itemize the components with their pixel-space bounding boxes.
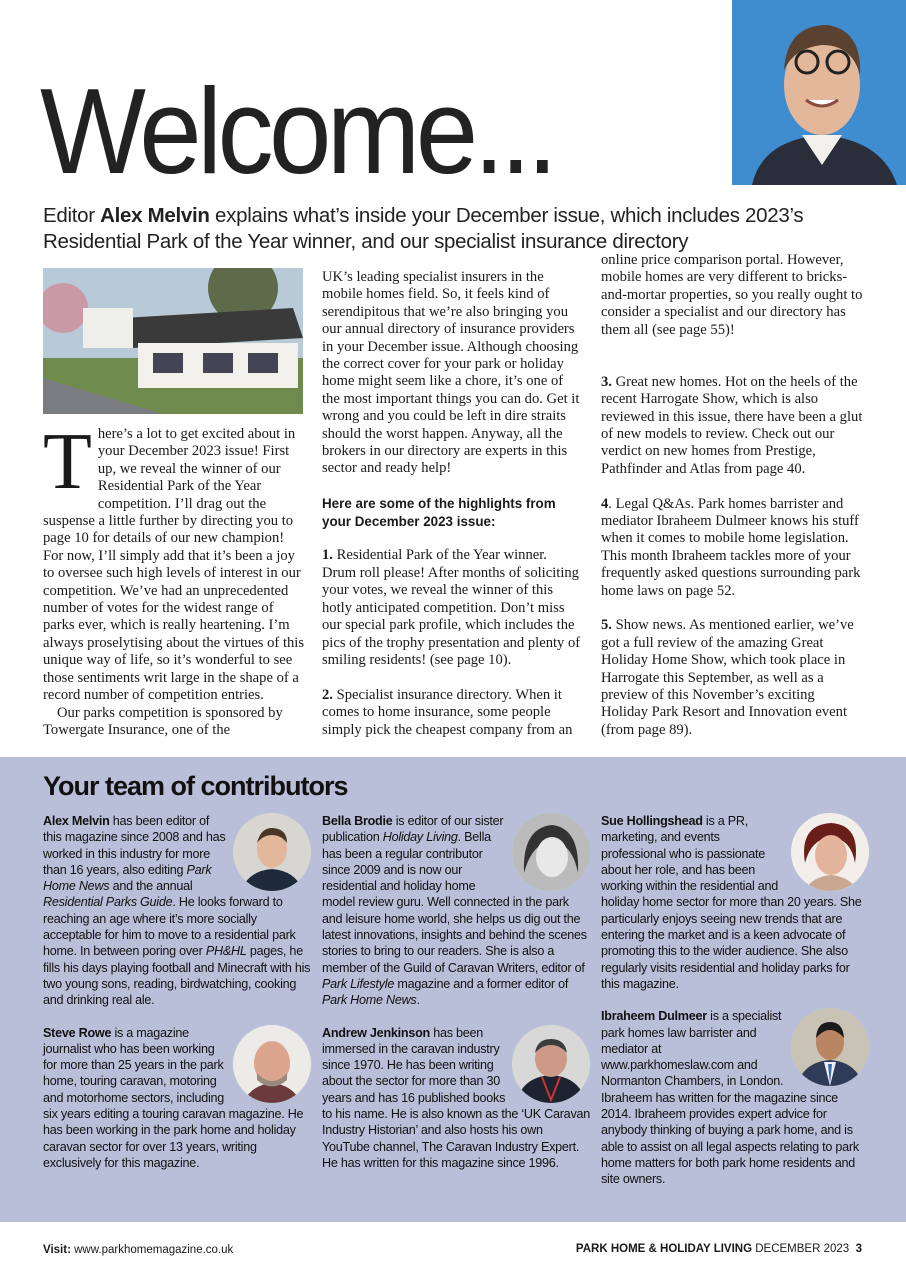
contributors-column-3: [601, 813, 869, 1204]
contributor-bio: [601, 1008, 869, 1187]
contributor-name: Andrew Jenkinson: [322, 1025, 430, 1040]
highlight-item: [601, 374, 863, 478]
contributor-bio-text: has been editor of this magazine since 2008 and has worked in this industry for more than 16 years, also editing: [43, 814, 226, 877]
visit-label: Visit:: [43, 1244, 71, 1256]
item-number: 2.: [322, 686, 333, 703]
contributor-bio: [43, 1025, 311, 1172]
article-paragraph: here’s a lot to get excited about in your December 2023 issue! First up, we reveal the winner of our Residential Park of the Year competition. I’ll drag out the suspense a little further by directing you to page 10 for details of our new champion! For now, I’ll simply add that it’s been a joy to oversee such high levels of interest in our competition. We’ve had an unprecedented number of votes for the widest range of parks ever, which is really heartening. I’m always proselytising about the virtues of this unique way of life, so it’s wonderful to see those sentiments writ large in the shape of a record number of competition entries.: [43, 426, 305, 704]
contributor-bio-text: magazine and a former editor of: [394, 976, 569, 991]
contributor-bio-text: Holiday Living: [382, 830, 458, 845]
highlight-item: [601, 617, 863, 739]
item-number: 3.: [601, 373, 612, 390]
contributor-name: Sue Hollingshead: [601, 814, 703, 828]
item-text: Show news. As mentioned earlier, we’ve got a full review of the amazing Great Holiday Home Show, which took place in Harrogate this September, as well as a preview of this November’s exciting Holiday Park Resort and Innovation event (from page 89).: [601, 617, 854, 738]
contributors-column-2: [322, 813, 590, 1187]
contributor-bio-text: Residential Parks Guide: [43, 895, 173, 910]
item-text: Great new homes. Hot on the heels of the recent Harrogate Show, which is also reviewed in this issue, there have been a glut of new models to review. Check out our verdict on new homes from Prestige, Pathfinder and Atlas from page 40.: [601, 373, 863, 477]
contributor-bio-text: is a magazine journalist who has been working for more than 25 years in the park home, touring caravan, motoring and motorhome sectors, including six years editing a touring caravan magazine. He has been working in the park home and holiday caravan sector for over 13 years, writing exclusively for this magazine.: [43, 1025, 304, 1170]
contributor-bio-text: is a PR, marketing, and events professional who is passionate about her role, and has been working within the residential and holiday home sector for more than 20 years. She particularly enjoys seeing new trends that are entering the market and is a keen advocate of promoting this to the wider audience. She also regularly visits residential and holiday parks for this magazine.: [601, 814, 862, 991]
contributor-avatar: [791, 813, 869, 891]
website-link[interactable]: www.parkhomemagazine.co.uk: [74, 1244, 234, 1256]
contributor-name: Steve Rowe: [43, 1025, 112, 1040]
highlight-item: [322, 547, 584, 669]
contributor-name: Alex Melvin: [43, 814, 110, 828]
contributor-avatar: [233, 1025, 311, 1103]
item-text: Residential Park of the Year winner. Drum roll please! After months of soliciting your votes, we reveal the winner of this hotly anticipated competition. Don’t miss our special park profile, which includes the pics of the trophy presentation and plenty of smiling residents! (see page 10).: [322, 547, 581, 668]
item-number: 1.: [322, 547, 333, 564]
contributor-bio-text: is editor of our sister publication: [322, 814, 504, 845]
highlights-heading: Here are some of the highlights from your December 2023 issue:: [322, 496, 556, 529]
page-title: Welcome...: [40, 63, 554, 199]
contributor-bio: [322, 1025, 590, 1172]
article-paragraph: Our parks competition is sponsored by Towergate Insurance, one of the: [43, 704, 283, 738]
contributor-bio-text: . Bella has been a regular contributor since 2009 and is now our residential and holiday home model review guru. Well connected in the park and leisure home world, she helps us dig out the latest innovations, insights and behind the scenes stories to bring to our readers. She is also a member of the Guild of Caravan Writers, editor of: [322, 830, 587, 975]
subtitle-text: Editor: [43, 204, 101, 227]
item-text: Specialist insurance directory. When it comes to home insurance, some people simply pick the cheapest company from an: [322, 686, 573, 738]
contributor-bio-text: .: [416, 993, 420, 1008]
editor-photo: [732, 0, 906, 185]
highlight-item: [322, 687, 584, 739]
highlight-item: [601, 496, 863, 600]
issue-date: DECEMBER 2023: [755, 1243, 850, 1255]
highlight-item: [601, 252, 863, 339]
footer-visit: [43, 1244, 233, 1256]
contributor-bio-text: Park Lifestyle: [322, 976, 395, 991]
item-text: online price comparison portal. However, mobile homes are very different to bricks-and-mortar properties, so you really ought to consider a specialist and our directory has them all (see page 55)!: [601, 252, 863, 338]
contributor-avatar: [791, 1008, 869, 1086]
contributor-bio-text: Park Home News: [43, 862, 212, 894]
contributor-bio: [601, 813, 869, 992]
contributor-bio-text: and the annual: [109, 879, 193, 894]
subtitle-text: explains what’s inside your December issue, which includes 2023’s Residential Park of the Year winner, and our specialist insurance directory: [43, 204, 804, 253]
contributors-heading: Your team of contributors: [43, 771, 348, 801]
contributor-avatar: [512, 813, 590, 891]
page-number: 3: [855, 1243, 862, 1255]
article-column-3: [601, 252, 863, 757]
article-paragraph: UK’s leading specialist insurers in the mobile homes field. So, it feels kind of serendipitous that we’re also bringing you our annual directory of insurance providers in your December issue. Although choosing the correct cover for your park or holiday home might seem like a chore, it’s one of the most important things you can do. Get it wrong and you could be left in dire straits should the worst happen. Anyway, all the brokers in our directory are experts in this sector and ready help!: [322, 269, 580, 477]
contributor-bio: [322, 813, 590, 1009]
contributor-name: Ibraheem Dulmeer: [601, 1009, 707, 1024]
item-text: . Legal Q&As. Park homes barrister and mediator Ibraheem Dulmeer knows his stuff when it comes to mobile home legislation. This month Ibraheem tackles more of your frequently asked questions surrounding park home laws on page 52.: [601, 495, 861, 599]
contributor-name: Bella Brodie: [322, 814, 393, 828]
contributor-bio-text: pages, he fills his days playing football and Minecraft with his two young sons, reading, birdwatching, cooking and drinking real ale.: [43, 944, 311, 1008]
contributor-bio-text: . He looks forward to reaching an age where it’s more socially acceptable for him to move to a residential park home. In between poring over: [43, 895, 296, 959]
contributor-bio-text: Park Home News: [322, 993, 417, 1008]
item-number: 4: [601, 495, 609, 512]
article-column-1: [43, 418, 305, 739]
contributor-bio-text: has been immersed in the caravan industry since 1970. He has been writing about the sector for more than 30 years and has 16 published books to his name. He is also known as the ‘UK Caravan Industry Historian’ and also hosts his own YouTube channel, The Caravan Industry Expert. He has written for this magazine since 1996.: [322, 1025, 590, 1170]
contributors-column-1: [43, 813, 311, 1187]
contributor-avatar: [233, 813, 311, 891]
contributor-bio-text: PH&HL: [205, 944, 247, 959]
footer-folio: [576, 1243, 862, 1255]
contributor-bio-text: is a specialist park homes law barrister and mediator at www.parkhomeslaw.com and Normanton Chambers, in London. Ibraheem has written for the magazine since 2014. Ibraheem provides expert advice for anybody thinking of buying a park home, and is able to assist on all legal aspects relating to park home matters for both park home residents and site owners.: [601, 1009, 859, 1187]
contributor-avatar: [512, 1025, 590, 1103]
subtitle: [43, 203, 873, 255]
item-number: 5.: [601, 617, 612, 634]
publication-name: PARK HOME & HOLIDAY LIVING: [575, 1243, 753, 1255]
park-home-photo: [43, 268, 303, 414]
article-column-2: [322, 269, 584, 739]
contributor-bio: [43, 813, 311, 1009]
editor-name: Alex Melvin: [100, 204, 210, 227]
drop-cap: T: [43, 418, 92, 506]
